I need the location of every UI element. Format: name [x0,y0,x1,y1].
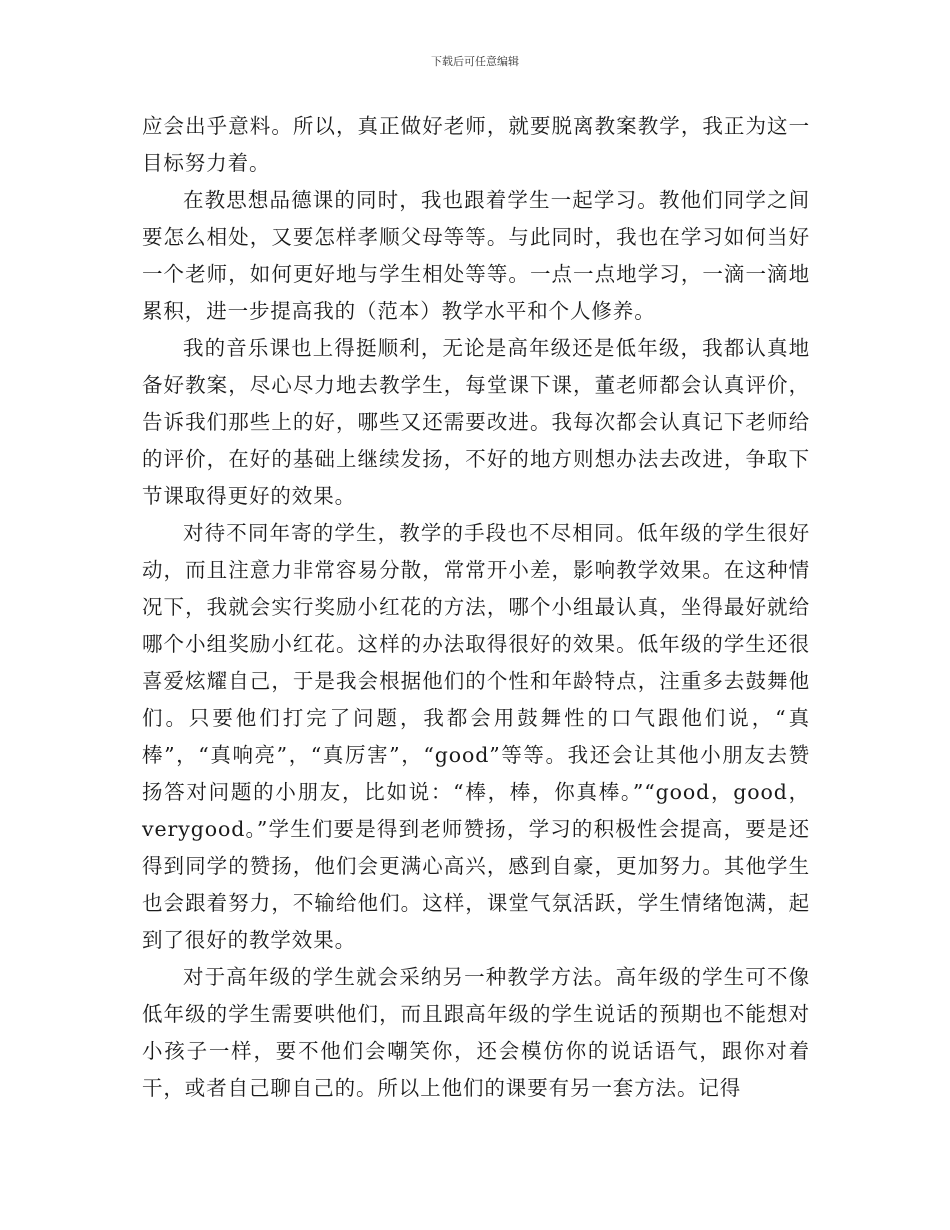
paragraph-1: 应会出乎意料。所以，真正做好老师，就要脱离教案教学，我正为这一目标努力着。 [142,114,810,175]
document-body [142,108,810,1107]
page-header: 下载后可任意编辑 [431,55,519,68]
paragraph-2: 在教思想品德课的同时，我也跟着学生一起学习。教他们同学之间要怎么相处，又要怎样孝顺父母等等。与此同时，我也在学习如何当好一个老师，如何更好地与学生相处等等。一点一点地学习，一滴一滴地累积，进一步提高我的（范本）教学水平和个人修养。 [142,188,810,323]
paragraph-3: 我的音乐课也上得挺顺利，无论是高年级还是低年级，我都认真地备好教案，尽心尽力地去教学生，每堂课下课，董老师都会认真评价，告诉我们那些上的好，哪些又还需要改进。我每次都会认真记下老师给的评价，在好的基础上继续发扬，不好的地方则想办法去改进，争取下节课取得更好的效果。 [142,336,810,508]
paragraph-5: 对于高年级的学生就会采纳另一种教学方法。高年级的学生可不像低年级的学生需要哄他们，而且跟高年级的学生说话的预期也不能想对小孩子一样，要不他们会嘲笑你，还会模仿你的说话语气，跟你对着干，或者自己聊自己的。所以上他们的课要有另一套方法。记得 [142,965,810,1100]
paragraph-4: 对待不同年寄的学生，教学的手段也不尽相同。低年级的学生很好动，而且注意力非常容易分散，常常开小差，影响教学效果。在这种情况下，我就会实行奖励小红花的方法，哪个小组最认真，坐得最好就给哪个小组奖励小红花。这样的办法取得很好的效果。低年级的学生还很喜爱炫耀自己，于是我会根据他们的个性和年龄特点，注重多去鼓舞他们。只要他们打完了问题，我都会用鼓舞性的口气跟他们说，“真棒”，“真响亮”，“真厉害”，“good”等等。我还会让其他小朋友去赞扬答对问题的小朋友，比如说：“棒，棒，你真棒。”“good，good，verygood。”学生们要是得到老师赞扬，学习的积极性会提高，要是还得到同学的赞扬，他们会更满心高兴，感到自豪，更加努力。其他学生也会跟着努力，不输给他们。这样，课堂气氛活跃，学生情绪饱满，起到了很好的教学效果。 [142,521,810,952]
